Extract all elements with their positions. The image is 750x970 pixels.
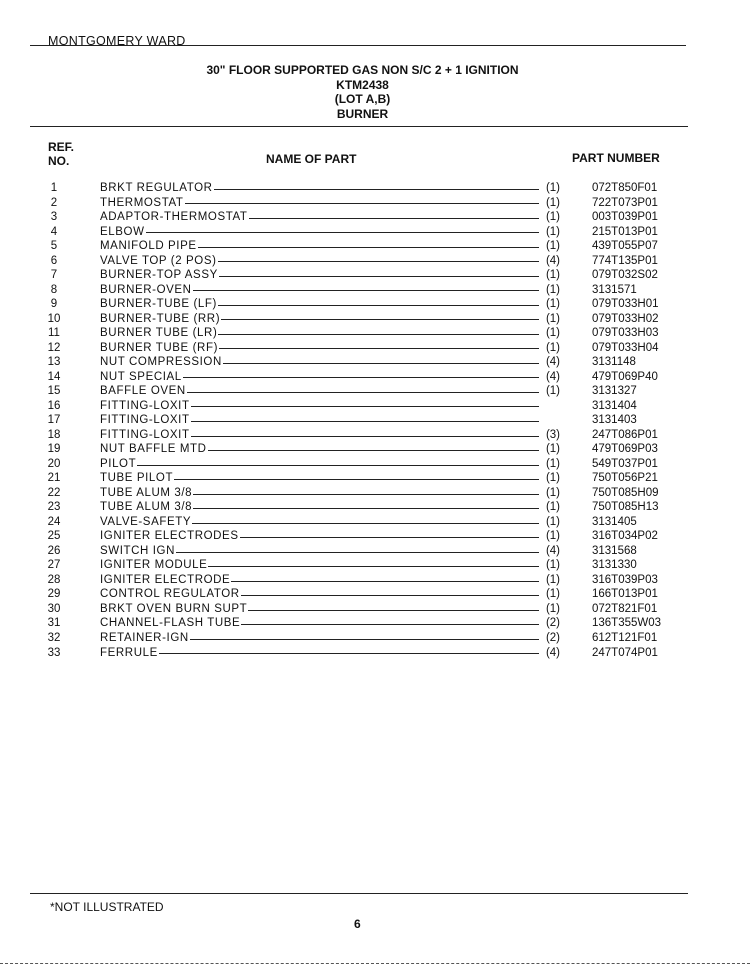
part-name: ADAPTOR-THERMOSTAT — [100, 211, 248, 224]
part-number: 079T032S02 — [592, 269, 658, 282]
parts-list-row — [40, 573, 690, 588]
parts-list-row — [40, 442, 690, 457]
header-rule — [30, 126, 688, 127]
quantity: (1) — [545, 486, 560, 499]
ref-number: 19 — [47, 443, 61, 456]
parts-list-row — [40, 355, 690, 370]
part-name: BURNER-TUBE (LF) — [100, 298, 217, 311]
part-name: ELBOW — [100, 225, 145, 238]
leader-line — [193, 290, 539, 291]
part-number: 136T355W03 — [592, 617, 662, 630]
parts-list-row — [40, 457, 690, 472]
title-line-1: 30" FLOOR SUPPORTED GAS NON S/C 2 + 1 IGNITION — [206, 63, 519, 77]
quantity: (1) — [545, 182, 560, 194]
quantity: (1) — [545, 501, 560, 514]
ref-number: 16 — [47, 399, 61, 412]
column-header-ref — [48, 140, 74, 168]
leader-line — [193, 494, 539, 495]
column-header-part-number: PART NUMBER — [572, 151, 660, 165]
parts-list-row — [40, 515, 690, 530]
part-number: 3131405 — [592, 515, 637, 528]
leader-line — [191, 436, 539, 437]
quantity: (1) — [545, 341, 560, 354]
ref-number: 2 — [50, 196, 58, 209]
leader-line — [198, 247, 539, 248]
ref-number: 14 — [47, 370, 61, 383]
part-name: THERMOSTAT — [100, 196, 184, 209]
leader-line — [218, 261, 539, 262]
ref-number: 33 — [47, 646, 61, 659]
parts-list — [40, 181, 690, 660]
part-name: FITTING-LOXIT — [100, 399, 190, 412]
ref-number: 9 — [50, 298, 58, 311]
leader-line — [183, 377, 539, 378]
leader-line — [214, 189, 539, 190]
parts-list-row — [40, 500, 690, 515]
parts-list-row — [40, 268, 690, 283]
part-number: 072T821F01 — [592, 602, 658, 615]
leader-line — [191, 421, 539, 422]
parts-list-row — [40, 646, 690, 661]
ref-number: 15 — [47, 385, 61, 398]
ref-number: 23 — [47, 501, 61, 514]
quantity: (1) — [545, 298, 560, 311]
part-name: BURNER-TUBE (RR) — [100, 312, 221, 325]
column-header-name: NAME OF PART — [266, 152, 357, 166]
part-name: CONTROL REGULATOR — [100, 588, 240, 601]
page-number: 6 — [354, 917, 361, 931]
quantity: (4) — [545, 544, 560, 557]
part-name: BAFFLE OVEN — [100, 385, 186, 398]
part-number: 003T039P01 — [592, 211, 658, 224]
section-title: BURNER — [336, 106, 389, 121]
part-number: 316T039P03 — [592, 573, 658, 586]
parts-list-row — [40, 558, 690, 573]
lot-label: (LOT A,B) — [334, 92, 391, 106]
quantity: (1) — [545, 327, 560, 340]
quantity: (1) — [545, 283, 560, 296]
parts-list-row — [40, 616, 690, 631]
part-name: BURNER-OVEN — [100, 283, 192, 296]
leader-line — [185, 203, 539, 204]
quantity: (2) — [545, 631, 560, 644]
part-number: 079T033H02 — [592, 312, 659, 325]
part-name: TUBE ALUM 3/8 — [100, 486, 193, 499]
part-name: FITTING-LOXIT — [100, 414, 190, 427]
part-number: 750T085H09 — [592, 486, 659, 499]
part-name: NUT COMPRESSION — [100, 356, 222, 369]
ref-header-line1: REF. — [48, 140, 75, 154]
ref-number: 29 — [47, 588, 61, 601]
leader-line — [208, 566, 539, 567]
quantity: (1) — [545, 472, 560, 485]
parts-list-row — [40, 312, 690, 327]
part-number: 750T085H13 — [592, 501, 659, 514]
quantity: (1) — [545, 530, 560, 543]
part-number: 3131571 — [592, 283, 637, 296]
ref-number: 8 — [50, 283, 58, 296]
part-name: CHANNEL-FLASH TUBE — [100, 617, 241, 630]
parts-list-row — [40, 181, 690, 196]
quantity: (1) — [545, 443, 560, 456]
part-name: BRKT OVEN BURN SUPT — [100, 602, 248, 615]
part-number: 722T073P01 — [592, 196, 658, 209]
quantity: (4) — [545, 254, 560, 267]
leader-line — [192, 523, 539, 524]
part-name: BRKT REGULATOR — [100, 182, 213, 194]
part-name: NUT BAFFLE MTD — [100, 443, 207, 456]
part-number: 549T037P01 — [592, 457, 658, 470]
quantity: (1) — [545, 312, 560, 325]
ref-number: 4 — [50, 225, 58, 238]
part-number: 479T069P40 — [592, 370, 658, 383]
quantity: (1) — [545, 385, 560, 398]
part-name: RETAINER-IGN — [100, 631, 189, 644]
part-name: FERRULE — [100, 646, 158, 659]
parts-list-row — [40, 326, 690, 341]
ref-number: 3 — [50, 211, 58, 224]
leader-line — [241, 595, 539, 596]
part-name: IGNITER ELECTRODES — [100, 530, 239, 543]
leader-line — [137, 465, 539, 466]
part-number: 247T074P01 — [592, 646, 658, 659]
part-number: 079T033H03 — [592, 327, 659, 340]
leader-line — [191, 406, 539, 407]
ref-number: 17 — [47, 414, 61, 427]
ref-number: 7 — [50, 269, 58, 282]
leader-line — [241, 624, 539, 625]
top-rule — [30, 45, 686, 46]
quantity: (1) — [545, 211, 560, 224]
quantity: (1) — [545, 240, 560, 253]
parts-list-row — [40, 428, 690, 443]
parts-list-row — [40, 413, 690, 428]
parts-list-row — [40, 486, 690, 501]
quantity: (1) — [545, 559, 560, 572]
ref-number: 26 — [47, 544, 61, 557]
leader-line — [190, 639, 539, 640]
leader-line — [159, 653, 539, 654]
part-number: 215T013P01 — [592, 225, 658, 238]
leader-line — [174, 479, 539, 480]
leader-line — [193, 508, 539, 509]
quantity: (4) — [545, 370, 560, 383]
part-name: TUBE PILOT — [100, 472, 174, 485]
part-name: TUBE ALUM 3/8 — [100, 501, 193, 514]
ref-number: 18 — [47, 428, 61, 441]
leader-line — [176, 552, 539, 553]
parts-list-row — [40, 239, 690, 254]
part-number: 072T850F01 — [592, 182, 658, 194]
ref-number: 24 — [47, 515, 61, 528]
parts-list-row — [40, 399, 690, 414]
parts-list-row — [40, 283, 690, 298]
parts-list-row — [40, 225, 690, 240]
quantity: (1) — [545, 196, 560, 209]
leader-line — [249, 218, 539, 219]
part-number: 750T056P21 — [592, 472, 658, 485]
part-number: 479T069P03 — [592, 443, 658, 456]
ref-header-line2: NO. — [48, 154, 70, 168]
quantity: (1) — [545, 602, 560, 615]
leader-line — [218, 305, 539, 306]
leader-line — [223, 363, 539, 364]
ref-number: 1 — [50, 182, 58, 194]
ref-number: 30 — [47, 602, 61, 615]
parts-list-row — [40, 529, 690, 544]
ref-number: 10 — [47, 312, 61, 325]
part-name: PILOT — [100, 457, 137, 470]
part-name: IGNITER MODULE — [100, 559, 208, 572]
quantity: (1) — [545, 225, 560, 238]
part-number: 079T033H04 — [592, 341, 659, 354]
ref-number: 6 — [50, 254, 58, 267]
brand-name: MONTGOMERY WARD — [48, 34, 186, 48]
part-name: VALVE-SAFETY — [100, 515, 192, 528]
parts-list-row — [40, 254, 690, 269]
leader-line — [187, 392, 539, 393]
part-number: 3131148 — [592, 356, 636, 369]
model-number: KTM2438 — [336, 77, 389, 92]
leader-line — [231, 581, 539, 582]
part-number: 774T135P01 — [592, 254, 658, 267]
ref-number: 28 — [47, 573, 61, 586]
part-name: NUT SPECIAL — [100, 370, 182, 383]
bottom-edge-rule — [0, 963, 750, 964]
leader-line — [219, 276, 539, 277]
quantity: (1) — [545, 515, 560, 528]
part-number: 3131404 — [592, 399, 637, 412]
leader-line — [208, 450, 539, 451]
quantity: (1) — [545, 588, 560, 601]
quantity: (1) — [545, 269, 560, 282]
parts-list-row — [40, 587, 690, 602]
part-name: SWITCH IGN — [100, 544, 175, 557]
leader-line — [221, 319, 539, 320]
part-number: 3131327 — [592, 385, 637, 398]
part-name: IGNITER ELECTRODE — [100, 573, 231, 586]
ref-number: 13 — [47, 356, 61, 369]
parts-list-row — [40, 370, 690, 385]
ref-number: 21 — [47, 472, 61, 485]
ref-number: 31 — [47, 617, 61, 630]
part-name: FITTING-LOXIT — [100, 428, 190, 441]
part-name: BURNER TUBE (LR) — [100, 327, 218, 340]
part-number: 166T013P01 — [592, 588, 658, 601]
ref-number: 27 — [47, 559, 61, 572]
part-number: 316T034P02 — [592, 530, 658, 543]
part-number: 439T055P07 — [592, 240, 658, 253]
leader-line — [219, 348, 539, 349]
part-number: 079T033H01 — [592, 298, 659, 311]
quantity: (4) — [545, 646, 560, 659]
footnote: *NOT ILLUSTRATED — [50, 900, 164, 914]
parts-list-row — [40, 471, 690, 486]
quantity: (4) — [545, 356, 560, 369]
ref-number: 22 — [47, 486, 61, 499]
title-block — [0, 63, 725, 121]
parts-list-row — [40, 341, 690, 356]
parts-list-row — [40, 384, 690, 399]
part-number: 3131403 — [592, 414, 637, 427]
part-number: 3131568 — [592, 544, 637, 557]
parts-list-row — [40, 602, 690, 617]
leader-line — [146, 232, 539, 233]
part-number: 612T121F01 — [592, 631, 658, 644]
quantity: (1) — [545, 573, 560, 586]
footer-rule — [30, 893, 688, 894]
part-name: BURNER TUBE (RF) — [100, 341, 219, 354]
quantity: (2) — [545, 617, 560, 630]
ref-number: 11 — [48, 327, 60, 340]
ref-number: 25 — [47, 530, 61, 543]
leader-line — [248, 610, 539, 611]
part-name: VALVE TOP (2 POS) — [100, 254, 217, 267]
parts-list-row — [40, 631, 690, 646]
parts-list-row — [40, 196, 690, 211]
ref-number: 12 — [47, 341, 61, 354]
parts-list-row — [40, 544, 690, 559]
leader-line — [240, 537, 539, 538]
leader-line — [218, 334, 539, 335]
part-name: MANIFOLD PIPE — [100, 240, 197, 253]
part-number: 3131330 — [592, 559, 637, 572]
ref-number: 20 — [47, 457, 61, 470]
ref-number: 32 — [47, 631, 61, 644]
part-number: 247T086P01 — [592, 428, 658, 441]
part-name: BURNER-TOP ASSY — [100, 269, 218, 282]
quantity: (3) — [545, 428, 560, 441]
quantity: (1) — [545, 457, 560, 470]
parts-list-row — [40, 210, 690, 225]
ref-number: 5 — [50, 240, 58, 253]
parts-list-row — [40, 297, 690, 312]
